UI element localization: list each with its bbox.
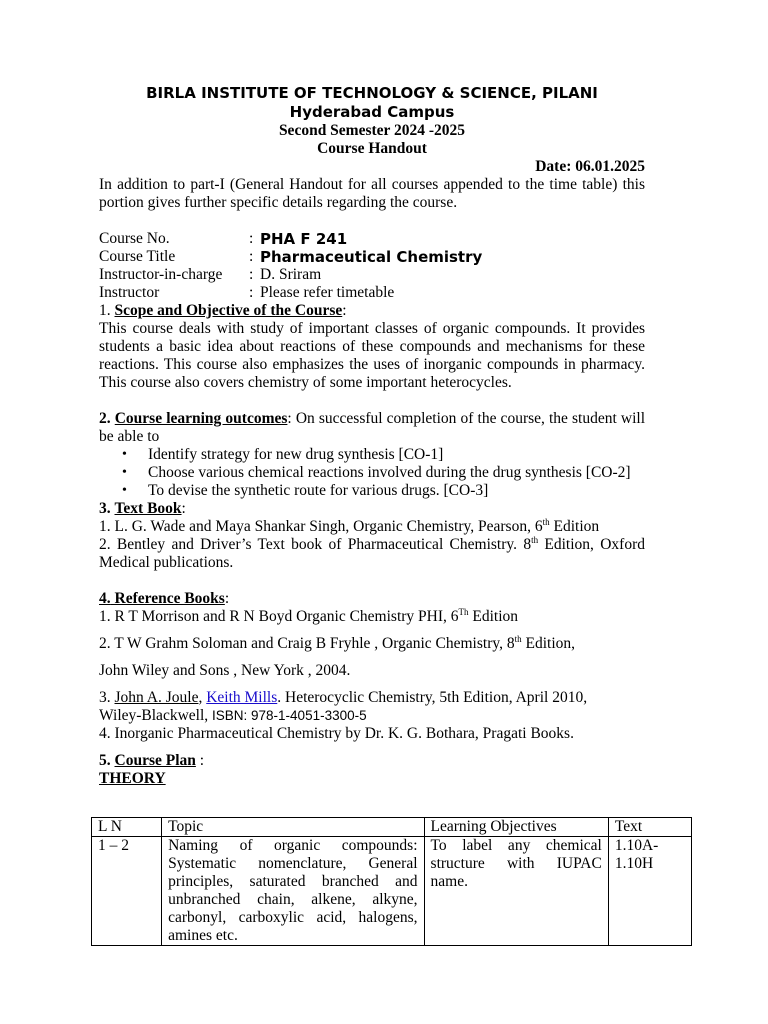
scope-text: This course deals with study of important classes of organic compounds. It provides students a basic idea about reactions of these compounds and mechanisms for these reactions. This course also emphasizes the uses of inorganic compounds in pharmacy. This course also covers chemistry of some important heterocycles. — [99, 320, 645, 391]
course-no-label: Course No. — [99, 230, 170, 247]
doc-type: Course Handout — [317, 140, 427, 157]
list-item: • Identify strategy for new drug synthesis [CO-1] — [122, 446, 444, 463]
textbook-heading: 3. Text Book: — [99, 500, 186, 517]
instructor-in-charge-label: Instructor-in-charge — [99, 266, 223, 283]
header-text: Text — [608, 818, 691, 837]
reference-item-3-cont: Wiley-Blackwell, ISBN: 978-1-4051-3300-5 — [99, 707, 367, 724]
plan-heading: 5. Course Plan : — [99, 752, 205, 769]
intro-text: In addition to part-I (General Handout for all courses appended to the time table) this portion gives further specific details regarding the course. — [99, 176, 645, 211]
course-title-value: Pharmaceutical Chemistry — [260, 248, 483, 266]
instructor-in-charge-value: D. Sriram — [260, 266, 322, 283]
references-title: Reference Books — [114, 590, 225, 607]
textbook-item-1: 1. L. G. Wade and Maya Shankar Singh, Organic Chemistry, Pearson, 6th Edition — [99, 517, 600, 535]
handout-date: Date: 06.01.2025 — [535, 158, 645, 175]
header-topic: Topic — [162, 818, 424, 837]
course-plan-table — [91, 817, 692, 946]
textbook-title: Text Book — [114, 500, 182, 517]
author-joule: John A. Joule — [114, 689, 199, 706]
header-ln: L N — [92, 818, 162, 837]
reference-item-1: 1. R T Morrison and R N Boyd Organic Chemistry PHI, 6Th Edition — [99, 607, 519, 625]
author-mills-link[interactable]: Keith Mills — [206, 689, 278, 706]
instructor-value: Please refer timetable — [260, 284, 395, 301]
table-row — [92, 837, 692, 946]
scope-title: Scope and Objective of the Course — [114, 302, 343, 319]
isbn: ISBN: 978-1-4051-3300-5 — [212, 708, 367, 723]
course-no-value: PHA F 241 — [260, 230, 348, 248]
references-heading: 4. Reference Books: — [99, 590, 230, 607]
scope-heading: 1. Scope and Objective of the Course: — [99, 302, 347, 319]
course-title-row: Course Title : Pharmaceutical Chemistry — [99, 248, 483, 266]
campus-name: Hyderabad Campus — [289, 103, 455, 121]
cell-ln: 1 – 2 — [92, 837, 162, 946]
instructor-label: Instructor — [99, 284, 160, 301]
outcomes-list — [99, 446, 645, 500]
header-objectives: Learning Objectives — [424, 818, 608, 837]
reference-item-2-cont: John Wiley and Sons , New York , 2004. — [99, 662, 351, 679]
instructor-row: Instructor : Please refer timetable — [99, 284, 395, 301]
bullet-icon: • — [122, 483, 127, 498]
outcomes-heading: 2. Course learning outcomes: On successful completion of the course, the student will be able to — [99, 410, 646, 445]
list-item: • To devise the synthetic route for various drugs. [CO-3] — [122, 482, 489, 499]
outcomes-title: Course learning outcomes — [114, 410, 288, 427]
reference-item-4: 4. Inorganic Pharmaceutical Chemistry by Dr. K. G. Bothara, Pragati Books. — [99, 725, 574, 742]
table-header-row — [92, 818, 692, 837]
document-body — [99, 84, 645, 788]
reference-item-2: 2. T W Grahm Soloman and Craig B Fryhle , Organic Chemistry, 8th Edition, — [99, 634, 575, 652]
bullet-icon: • — [122, 465, 127, 480]
course-no-row: Course No. : PHA F 241 — [99, 230, 348, 248]
bullet-icon: • — [122, 447, 127, 462]
list-item: • Choose various chemical reactions involved during the drug synthesis [CO-2] — [122, 464, 631, 481]
cell-text: 1.10A-1.10H — [608, 837, 691, 946]
instructor-in-charge-row: Instructor-in-charge : D. Sriram — [99, 266, 322, 283]
textbook-item-2: 2. Bentley and Driver’s Text book of Pharmaceutical Chemistry. 8th Edition, Oxford Medical publications. — [99, 535, 645, 571]
plan-title: Course Plan — [114, 752, 196, 769]
cell-objective: To label any chemical structure with IUPAC name. — [424, 837, 608, 946]
reference-item-3: 3. John A. Joule, Keith Mills. Heterocyclic Chemistry, 5th Edition, April 2010, — [99, 689, 588, 706]
course-info — [99, 230, 645, 302]
semester: Second Semester 2024 -2025 — [278, 122, 466, 139]
course-title-label: Course Title — [99, 248, 176, 265]
institute-name: BIRLA INSTITUTE OF TECHNOLOGY & SCIENCE, PILANI — [146, 84, 598, 102]
plan-subtitle: THEORY — [99, 770, 166, 787]
cell-topic: Naming of organic compounds: Systematic nomenclature, General principles, saturated branched and unbranched chain, alkene, alkyne, carbonyl, carboxylic acid, halogens, amines etc. — [162, 837, 424, 946]
